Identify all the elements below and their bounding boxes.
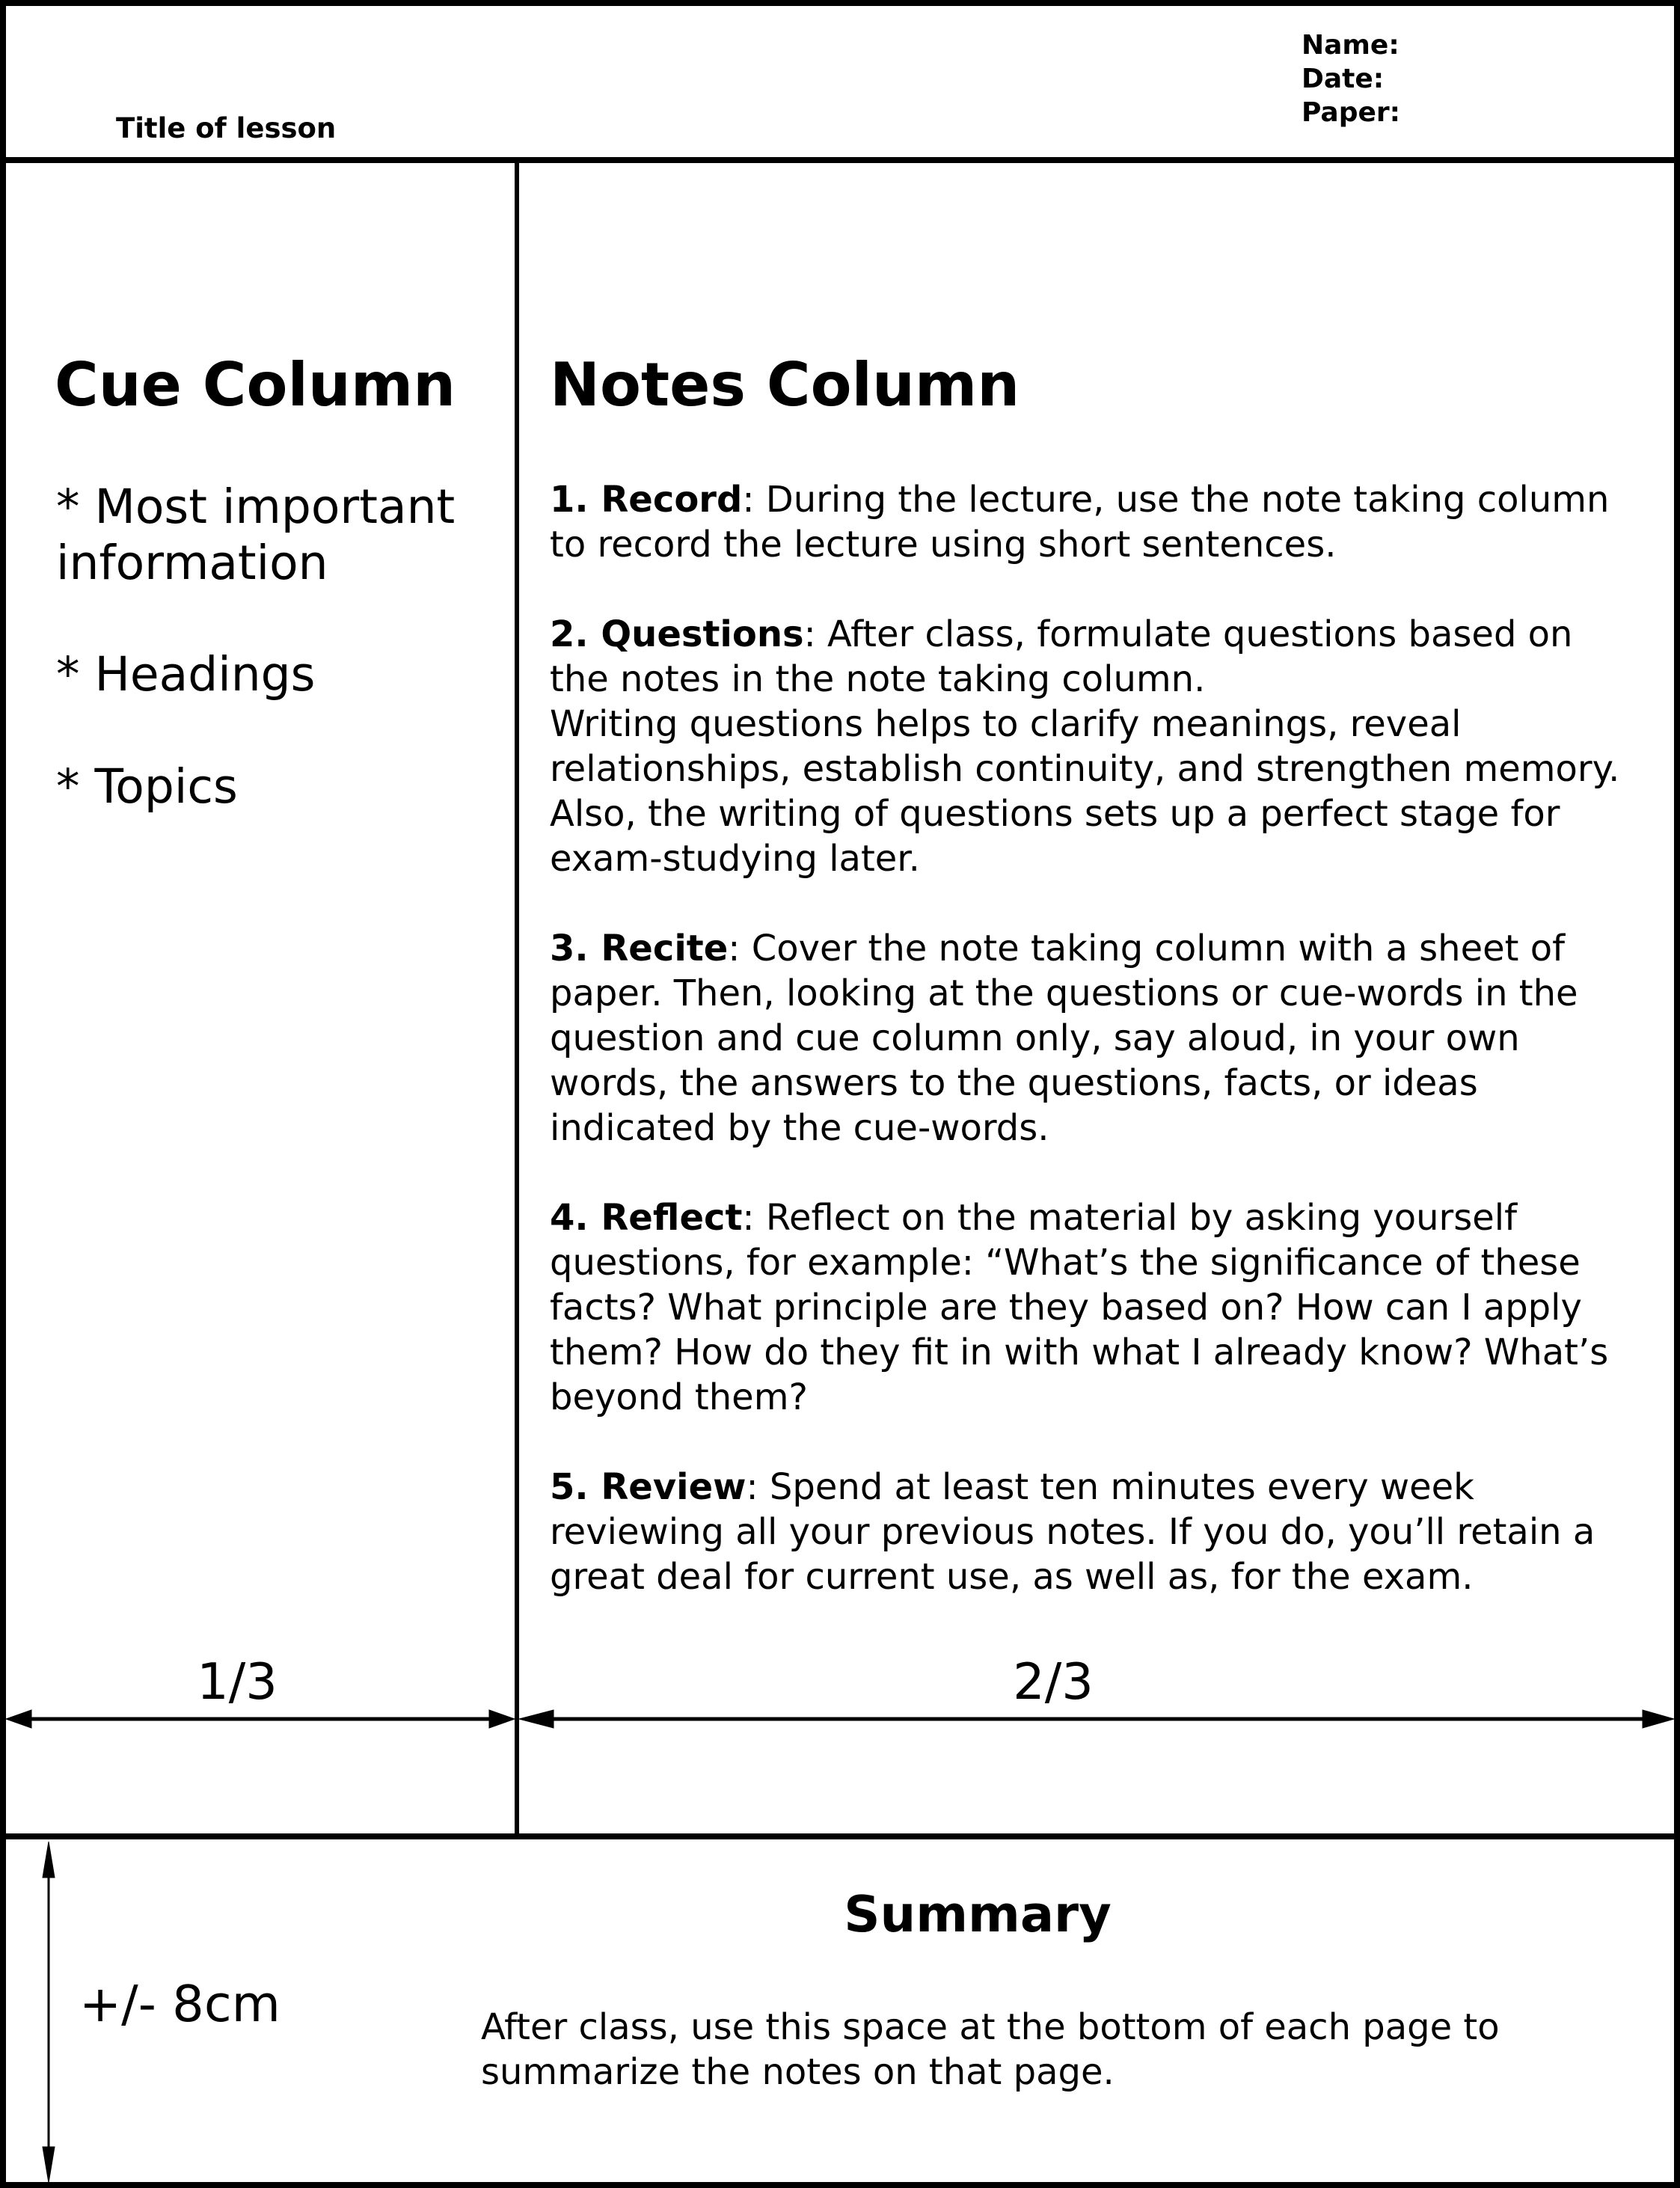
cue-column-heading: Cue Column	[55, 350, 456, 420]
note-step-text: : After class, formulate questions based on	[803, 613, 1573, 655]
name-label: Name:	[1302, 30, 1400, 61]
note-step-line: reviewing all your previous notes. If you do, you’ll retain a	[550, 1511, 1595, 1553]
note-step-line: facts? What principle are they based on? How can I apply	[550, 1287, 1582, 1329]
lesson-title-label: Title of lesson	[116, 112, 337, 144]
cue-item: * Topics	[56, 759, 238, 814]
date-label: Date:	[1302, 64, 1385, 94]
note-step-line: question and cue column only, say aloud, in your own	[550, 1017, 1520, 1059]
summary-text	[481, 2005, 1500, 2094]
note-step-text: : Spend at least ten minutes every week	[746, 1466, 1474, 1508]
summary-line: After class, use this space at the bottom of each page to	[481, 2006, 1500, 2048]
note-step-line: exam-studying later.	[550, 838, 920, 880]
note-step-line: them? How do they fit in with what I already know? What’s	[550, 1332, 1609, 1373]
note-step-text: : Reflect on the material by asking yourself	[742, 1197, 1517, 1239]
notes-ratio-label: 2/3	[1013, 1652, 1094, 1711]
note-step-title: 2. Questions	[550, 613, 804, 655]
note-step-line: Writing questions helps to clarify meanings, reveal	[550, 703, 1462, 745]
note-step-text: : Cover the note taking column with a sheet of	[728, 928, 1566, 969]
note-step-line: questions, for example: “What’s the significance of these	[550, 1242, 1581, 1284]
note-step-line: indicated by the cue-words.	[550, 1107, 1049, 1149]
note-step-line: beyond them?	[550, 1376, 808, 1418]
note-step-title: 4. Reflect	[550, 1197, 743, 1239]
note-step-line: relationships, establish continuity, and strengthen memory.	[550, 748, 1620, 790]
cue-item-line: * Most important	[56, 479, 456, 534]
note-step-line: to record the lecture using short sentences.	[550, 524, 1337, 566]
paper-label: Paper:	[1302, 97, 1401, 128]
note-step-text: : During the lecture, use the note taking column	[742, 479, 1610, 521]
note-step-line: words, the answers to the questions, facts, or ideas	[550, 1062, 1478, 1104]
note-step-line: Also, the writing of questions sets up a perfect stage for	[550, 793, 1560, 835]
summary-heading: Summary	[844, 1885, 1112, 1943]
cue-width-arrow	[6, 1710, 515, 1728]
summary-height-label: +/- 8cm	[79, 1975, 280, 2033]
note-step-line: the notes in the note taking column.	[550, 658, 1206, 700]
note-step-line: paper. Then, looking at the questions or cue-words in the	[550, 972, 1578, 1014]
note-step-title: 5. Review	[550, 1466, 747, 1508]
note-step-line: great deal for current use, as well as, for the exam.	[550, 1556, 1474, 1598]
note-step-title: 3. Recite	[550, 928, 729, 969]
summary-height-arrow	[43, 1842, 55, 2183]
summary-line: summarize the notes on that page.	[481, 2051, 1115, 2093]
note-step-title: 1. Record	[550, 479, 743, 521]
notes-width-arrow	[519, 1710, 1674, 1728]
notes-column-heading: Notes Column	[550, 350, 1020, 420]
cue-item: * Headings	[56, 647, 316, 702]
cue-item-line: information	[56, 536, 328, 590]
cue-ratio-label: 1/3	[197, 1652, 278, 1711]
